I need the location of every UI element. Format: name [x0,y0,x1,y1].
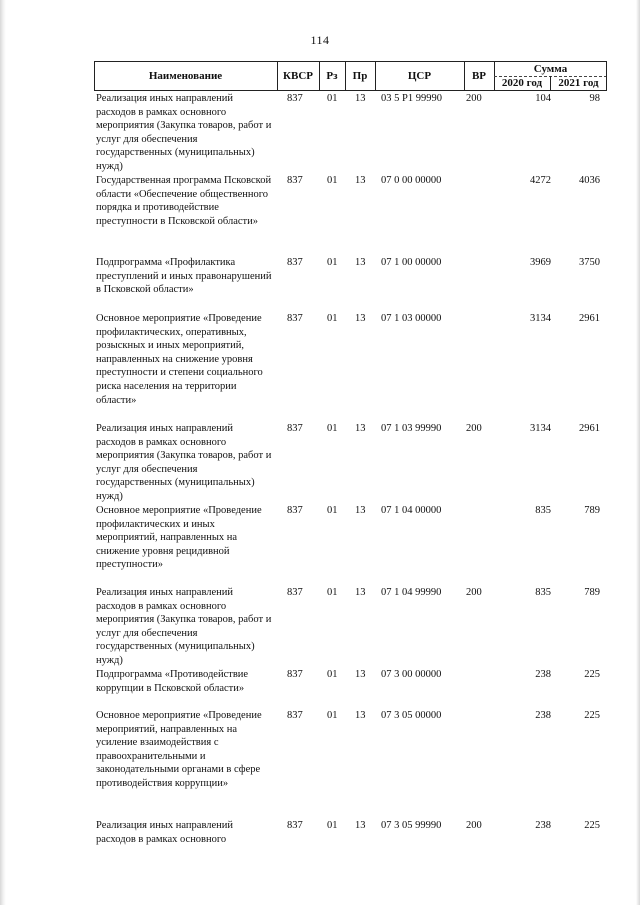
row-csr: 07 1 04 99990 [381,587,442,598]
row-pr: 13 [355,313,366,324]
row-kvsr: 837 [287,313,303,324]
row-name: Реализация иных направлений расходов в рамках основного мероприятия (Закупка товаров, работ и услуг для обеспечения государственных (муниципальных) нужд) [96,93,272,172]
row-kvsr: 837 [287,669,303,680]
header-vr: ВР [471,70,487,82]
row-csr: 07 3 05 99990 [381,820,442,831]
table-row [96,504,609,586]
row-sum-2021: 98 [589,93,600,104]
row-pr: 13 [355,175,366,186]
row-pr: 13 [355,505,366,516]
row-sum-2020: 4272 [530,175,551,186]
row-rz: 01 [327,505,338,516]
table-row [96,422,609,504]
header-csr: ЦСР [407,70,432,82]
row-csr: 07 1 04 00000 [381,505,442,516]
row-pr: 13 [355,587,366,598]
header-name: Наименование [148,70,223,82]
table-row [96,92,609,174]
row-name: Государственная программа Псковской области «Обеспечение общественного порядка и противодействие преступности в Псковской области» [96,175,272,227]
row-name: Основное мероприятие «Проведение мероприятий, направленных на усиление взаимодействия с правоохранительными и законодательными органами в сфере противодействия коррупции» [96,710,262,789]
row-rz: 01 [327,423,338,434]
row-rz: 01 [327,820,338,831]
row-sum-2021: 225 [584,710,600,721]
row-kvsr: 837 [287,257,303,268]
row-pr: 13 [355,710,366,721]
row-pr: 13 [355,669,366,680]
table-row [96,256,609,312]
row-rz: 01 [327,175,338,186]
row-sum-2021: 4036 [579,175,600,186]
header-border-right [606,62,607,90]
row-pr: 13 [355,93,366,104]
row-name: Подпрограмма «Противодействие коррупции в Псковской области» [96,669,249,694]
row-sum-2020: 835 [535,587,551,598]
row-csr: 07 3 00 00000 [381,669,442,680]
row-name: Реализация иных направлений расходов в рамках основного мероприятия (Закупка товаров, работ и услуг для обеспечения государственных (муниципальных) нужд) [96,423,272,502]
row-sum-2021: 2961 [579,313,600,324]
row-kvsr: 837 [287,587,303,598]
row-rz: 01 [327,313,338,324]
row-name: Подпрограмма «Профилактика преступлений и иных правонарушений в Псковской области» [96,257,272,296]
row-kvsr: 837 [287,93,303,104]
table-body [96,92,609,849]
row-sum-2020: 3134 [530,313,551,324]
row-kvsr: 837 [287,175,303,186]
row-rz: 01 [327,257,338,268]
row-pr: 13 [355,423,366,434]
page-number: 114 [310,33,330,47]
scan-edge-left [0,0,6,905]
scan-edge-right [636,0,640,905]
table-row [96,668,609,709]
row-csr: 07 0 00 00000 [381,175,442,186]
row-sum-2020: 3969 [530,257,551,268]
row-csr: 03 5 P1 99990 [381,93,442,104]
row-kvsr: 837 [287,505,303,516]
row-rz: 01 [327,710,338,721]
row-csr: 07 1 03 00000 [381,313,442,324]
row-sum-2021: 225 [584,669,600,680]
header-pr: Пр [352,70,368,82]
row-sum-2020: 3134 [530,423,551,434]
row-name: Основное мероприятие «Проведение профилактических и иных мероприятий, направленных на снижение уровня рецидивной преступности» [96,505,262,571]
row-name: Реализация иных направлений расходов в рамках основного мероприятия (Закупка товаров, работ и услуг для обеспечения государственных (муниципальных) нужд) [96,587,272,666]
row-sum-2020: 238 [535,669,551,680]
row-vr: 200 [466,820,482,831]
row-sum-2020: 238 [535,820,551,831]
row-name: Основное мероприятие «Проведение профилактических, оперативных, розыскных и иных мероприятий, направленных на снижение уровня преступности и степени социального риска населения на территории области» [96,313,263,406]
row-vr: 200 [466,93,482,104]
row-vr: 200 [466,423,482,434]
row-sum-2021: 3750 [579,257,600,268]
row-sum-2021: 789 [584,505,600,516]
header-sum: Сумма [533,63,568,75]
row-name: Реализация иных направлений расходов в рамках основного [96,820,234,845]
row-csr: 07 3 05 00000 [381,710,442,721]
row-sum-2021: 2961 [579,423,600,434]
row-sum-2020: 238 [535,710,551,721]
row-kvsr: 837 [287,710,303,721]
row-sum-2020: 104 [535,93,551,104]
table-row [96,709,609,819]
row-vr: 200 [466,587,482,598]
row-rz: 01 [327,587,338,598]
row-kvsr: 837 [287,423,303,434]
row-sum-2020: 835 [535,505,551,516]
header-kvsr: КВСР [283,70,313,82]
row-csr: 07 1 00 00000 [381,257,442,268]
table-row [96,174,609,256]
row-csr: 07 1 03 99990 [381,423,442,434]
header-year-2021: 2021 год [558,77,599,89]
table-header [94,61,607,91]
row-pr: 13 [355,257,366,268]
row-sum-2021: 789 [584,587,600,598]
row-rz: 01 [327,93,338,104]
row-sum-2021: 225 [584,820,600,831]
row-kvsr: 837 [287,820,303,831]
table-row [96,819,609,849]
header-rz: Рз [326,70,338,82]
row-pr: 13 [355,820,366,831]
row-rz: 01 [327,669,338,680]
table-row [96,312,609,422]
table-row [96,586,609,668]
header-year-2020: 2020 год [501,77,543,89]
